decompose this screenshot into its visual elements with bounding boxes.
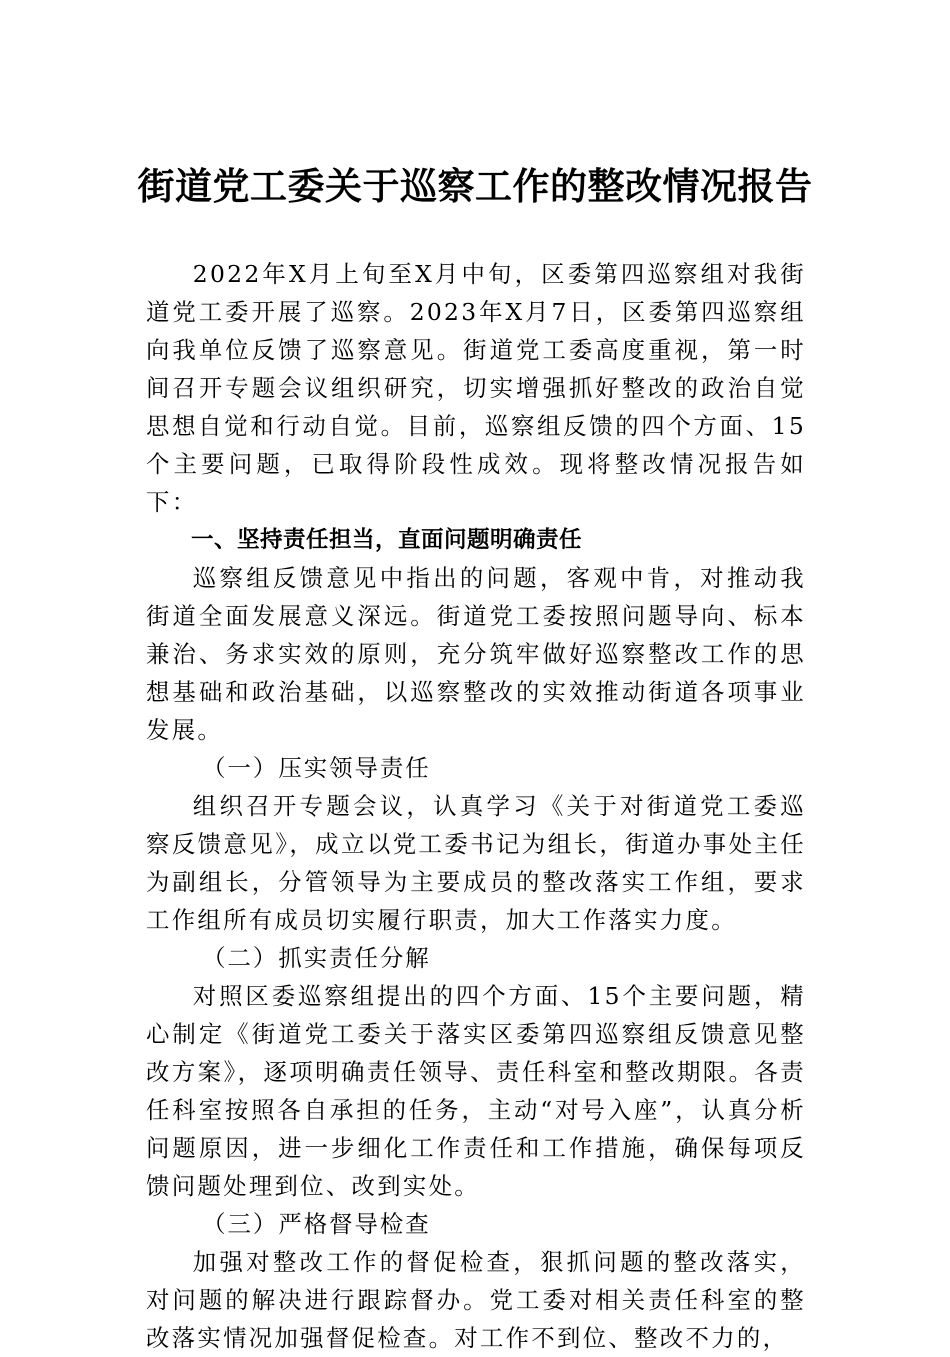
section-1-heading: 一、坚持责任担当，直面问题明确责任 — [191, 527, 583, 553]
subsection-1-paragraph: 组织召开专题会议，认真学习《关于对街道党工委巡察反馈意见》，成立以党工委书记为组长，街道办事处主任为副组长，分管领导为主要成员的整改落实工作组，要求工作组所有成员切实履行职责，加大工作落实力度。 — [146, 792, 806, 934]
subsection-3-paragraph: 加强对整改工作的督促检查，狠抓问题的整改落实，对问题的解决进行跟踪督办。党工委对相关责任科室的整改落实情况加强督促检查。对工作不到位、整改不力的， — [146, 1248, 806, 1352]
section-1-paragraph: 巡察组反馈意见中指出的问题，客观中肯，对推动我街道全面发展意义深远。街道党工委按照问题导向、标本兼治、务求实效的原则，充分筑牢做好巡察整改工作的思想基础和政治基础，以巡察整改的实效推动街道各项事业发展。 — [146, 564, 806, 744]
intro-paragraph: 2022年X月上旬至X月中旬，区委第四巡察组对我街道党工委开展了巡察。2023年X月7日，区委第四巡察组向我单位反馈了巡察意见。街道党工委高度重视，第一时间召开专题会议组织研究，切实增强抓好整改的政治自觉思想自觉和行动自觉。目前，巡察组反馈的四个方面、15个主要问题，已取得阶段性成效。现将整改情况报告如下： — [146, 260, 806, 516]
subsection-2-heading: （二）抓实责任分解 — [202, 944, 431, 972]
document-body — [146, 255, 806, 1357]
subsection-2-paragraph: 对照区委巡察组提出的四个方面、15个主要问题，精心制定《街道党工委关于落实区委第四巡察组反馈意见整改方案》，逐项明确责任领导、责任科室和整改期限。各责任科室按照各自承担的任务，主动“对号入座”，认真分析问题原因，进一步细化工作责任和工作措施，确保每项反馈问题处理到位、改到实处。 — [146, 982, 806, 1200]
subsection-3-heading: （三）严格督导检查 — [202, 1210, 431, 1238]
document-title: 街道党工委关于巡察工作的整改情况报告 — [137, 164, 813, 208]
subsection-1-heading: （一）压实领导责任 — [202, 754, 431, 782]
